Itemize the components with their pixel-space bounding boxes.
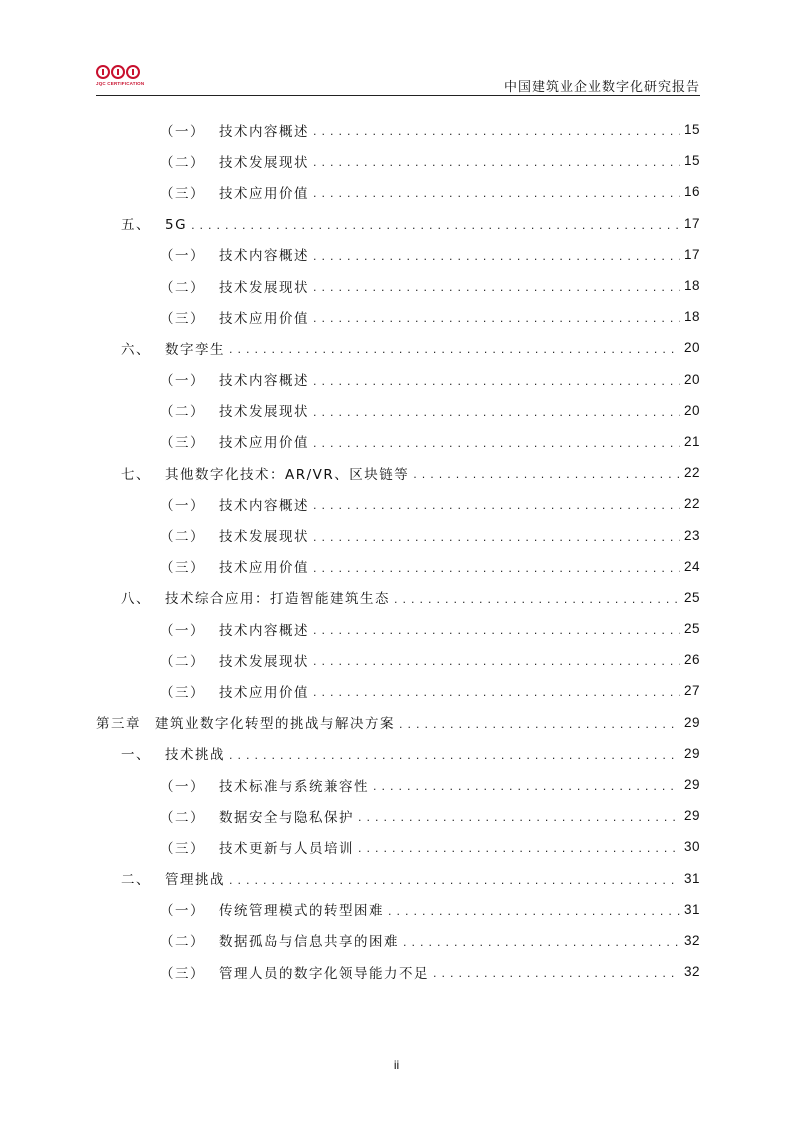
toc-entry-number: （二） (160, 809, 205, 826)
toc-entry-title: 5G (165, 217, 188, 234)
toc-entry-page: 17 (683, 246, 700, 262)
toc-leader-dots (313, 187, 680, 200)
toc-entry[interactable] (96, 239, 700, 270)
toc-entry-title: 技术内容概述 (219, 622, 309, 639)
header-divider (96, 95, 700, 96)
toc-entry-label (121, 587, 390, 607)
toc-entry-page: 26 (683, 652, 700, 668)
toc-entry[interactable] (96, 644, 700, 675)
toc-entry[interactable] (96, 831, 700, 862)
toc-entry-page: 29 (683, 745, 700, 761)
toc-entry-title: 技术内容概述 (219, 373, 309, 390)
toc-entry-number: 第三章 (96, 716, 141, 733)
toc-entry-label (160, 837, 354, 857)
toc-entry-title: 数字孪生 (165, 341, 225, 358)
toc-entry-title: 技术应用价值 (219, 684, 309, 701)
toc-entry[interactable] (96, 800, 700, 831)
toc-entry-title: 技术应用价值 (219, 435, 309, 452)
toc-entry-title: 技术内容概述 (219, 497, 309, 514)
toc-entry-title: 技术发展现状 (219, 404, 309, 421)
toc-entry-page: 32 (683, 964, 700, 980)
toc-entry-label (160, 120, 309, 140)
toc-leader-dots (191, 219, 680, 232)
toc-entry[interactable] (96, 426, 700, 457)
toc-entry[interactable] (96, 208, 700, 239)
toc-entry-title: 技术内容概述 (219, 123, 309, 140)
toc-entry-number: 八、 (121, 591, 151, 608)
toc-entry-page: 29 (683, 714, 700, 730)
toc-entry-number: （三） (160, 684, 205, 701)
toc-entry-label (160, 650, 309, 670)
toc-leader-dots (229, 874, 680, 887)
toc-entry[interactable] (96, 488, 700, 519)
toc-entry-page: 32 (683, 932, 700, 948)
toc-entry-number: 六、 (121, 341, 151, 358)
toc-entry-number: （一） (160, 903, 205, 920)
toc-entry[interactable] (96, 675, 700, 706)
toc-entry-title: 技术应用价值 (219, 185, 309, 202)
table-of-contents (96, 114, 700, 987)
toc-entry[interactable] (96, 894, 700, 925)
toc-entry-page: 24 (683, 558, 700, 574)
toc-leader-dots (313, 686, 680, 699)
toc-entry-number: （一） (160, 497, 205, 514)
toc-leader-dots (373, 780, 680, 793)
toc-leader-dots (403, 936, 680, 949)
toc-entry-label (160, 556, 309, 576)
toc-leader-dots (433, 967, 680, 980)
toc-entry-number: （三） (160, 560, 205, 577)
toc-entry-title: 管理挑战 (165, 872, 225, 889)
toc-leader-dots (313, 406, 680, 419)
company-logo (96, 65, 146, 95)
toc-entry[interactable] (96, 707, 700, 738)
toc-entry[interactable] (96, 956, 700, 987)
toc-entry-title: 数据孤岛与信息共享的困难 (219, 934, 399, 951)
toc-leader-dots (313, 312, 680, 325)
toc-entry-title: 建筑业数字化转型的挑战与解决方案 (155, 716, 395, 733)
toc-entry-title: 其他数字化技术：AR/VR、区块链等 (165, 466, 410, 483)
toc-leader-dots (394, 593, 680, 606)
toc-entry-label (160, 244, 309, 264)
toc-entry-title: 传统管理模式的转型困难 (219, 903, 384, 920)
toc-entry-page: 18 (683, 309, 700, 325)
toc-entry-number: （三） (160, 965, 205, 982)
toc-leader-dots (313, 624, 680, 637)
toc-entry-label (121, 743, 225, 763)
toc-entry-label (160, 806, 354, 826)
toc-entry-page: 29 (683, 777, 700, 793)
toc-leader-dots (229, 749, 680, 762)
toc-entry[interactable] (96, 270, 700, 301)
toc-entry-number: （二） (160, 529, 205, 546)
toc-entry-title: 技术挑战 (165, 747, 225, 764)
toc-entry-label (160, 899, 384, 919)
toc-entry-label (160, 182, 309, 202)
toc-entry-label (160, 276, 309, 296)
toc-entry-number: （二） (160, 653, 205, 670)
toc-entry-label (121, 338, 225, 358)
toc-entry[interactable] (96, 332, 700, 363)
toc-entry-number: 五、 (121, 217, 151, 234)
toc-leader-dots (313, 156, 680, 169)
toc-entry-label (160, 400, 309, 420)
toc-entry-page: 30 (683, 839, 700, 855)
toc-entry-label (160, 151, 309, 171)
toc-entry[interactable] (96, 738, 700, 769)
toc-entry-label (160, 494, 309, 514)
logo-text: JQC CERTIFICATION (96, 81, 145, 86)
toc-entry-number: （二） (160, 404, 205, 421)
toc-entry-number: （二） (160, 154, 205, 171)
toc-leader-dots (358, 811, 680, 824)
toc-entry[interactable] (96, 769, 700, 800)
toc-entry-page: 23 (683, 527, 700, 543)
toc-entry-title: 技术应用价值 (219, 560, 309, 577)
toc-entry[interactable] (96, 395, 700, 426)
toc-entry-title: 技术应用价值 (219, 310, 309, 327)
toc-leader-dots (388, 905, 680, 918)
toc-entry-page: 22 (683, 465, 700, 481)
toc-entry-number: （一） (160, 622, 205, 639)
toc-entry-label (121, 463, 409, 483)
toc-entry-page: 20 (683, 340, 700, 356)
toc-entry-title: 数据安全与隐私保护 (219, 809, 354, 826)
toc-entry-page: 17 (683, 215, 700, 231)
toc-entry-page: 22 (683, 496, 700, 512)
toc-entry-label (160, 930, 399, 950)
page-number: ii (393, 1058, 400, 1072)
toc-entry-page: 25 (683, 589, 700, 605)
toc-entry[interactable] (96, 582, 700, 613)
toc-entry-label (160, 619, 309, 639)
toc-entry-page: 16 (683, 184, 700, 200)
toc-entry-label (160, 525, 309, 545)
toc-leader-dots (229, 343, 680, 356)
toc-entry-number: 二、 (121, 872, 151, 889)
toc-leader-dots (313, 125, 680, 138)
toc-entry[interactable] (96, 364, 700, 395)
toc-entry-page: 15 (683, 122, 700, 138)
toc-entry-label (160, 775, 369, 795)
toc-entry-page: 21 (683, 433, 700, 449)
toc-entry-label (160, 307, 309, 327)
toc-entry-title: 技术标准与系统兼容性 (219, 778, 369, 795)
toc-entry-title: 技术内容概述 (219, 248, 309, 265)
toc-leader-dots (313, 562, 680, 575)
toc-entry[interactable] (96, 519, 700, 550)
toc-entry[interactable] (96, 925, 700, 956)
toc-entry[interactable] (96, 114, 700, 145)
toc-entry[interactable] (96, 613, 700, 644)
toc-entry-label (121, 213, 187, 233)
toc-entry-page: 20 (683, 402, 700, 418)
logo-rings-icon (96, 65, 146, 79)
toc-entry-label (121, 868, 225, 888)
toc-leader-dots (313, 437, 680, 450)
toc-entry-title: 管理人员的数字化领导能力不足 (219, 965, 429, 982)
toc-entry-title: 技术发展现状 (219, 154, 309, 171)
toc-leader-dots (313, 250, 680, 263)
toc-leader-dots (313, 531, 680, 544)
toc-entry-number: （一） (160, 778, 205, 795)
toc-leader-dots (413, 468, 680, 481)
toc-entry-number: （一） (160, 248, 205, 265)
toc-entry-number: （一） (160, 373, 205, 390)
toc-entry-page: 27 (683, 683, 700, 699)
toc-entry-number: （三） (160, 310, 205, 327)
toc-entry-number: （三） (160, 185, 205, 202)
toc-leader-dots (399, 718, 680, 731)
toc-leader-dots (358, 842, 680, 855)
toc-entry-number: （三） (160, 840, 205, 857)
toc-leader-dots (313, 375, 680, 388)
toc-entry-title: 技术发展现状 (219, 279, 309, 296)
toc-entry-title: 技术更新与人员培训 (219, 840, 354, 857)
toc-entry-page: 18 (683, 278, 700, 294)
toc-entry-label (160, 431, 309, 451)
toc-entry-number: （二） (160, 934, 205, 951)
toc-entry-label (96, 712, 395, 732)
header-title: 中国建筑业企业数字化研究报告 (503, 80, 700, 95)
toc-entry-number: （二） (160, 279, 205, 296)
toc-entry-title: 技术发展现状 (219, 529, 309, 546)
toc-entry[interactable] (96, 457, 700, 488)
toc-entry[interactable] (96, 301, 700, 332)
toc-entry-number: 七、 (121, 466, 151, 483)
toc-entry-number: （一） (160, 123, 205, 140)
toc-leader-dots (313, 281, 680, 294)
toc-entry-page: 31 (683, 870, 700, 886)
toc-entry[interactable] (96, 863, 700, 894)
toc-entry-title: 技术综合应用：打造智能建筑生态 (165, 591, 390, 608)
toc-entry-page: 25 (683, 621, 700, 637)
toc-entry[interactable] (96, 551, 700, 582)
toc-leader-dots (313, 499, 680, 512)
toc-entry[interactable] (96, 176, 700, 207)
toc-entry-number: 一、 (121, 747, 151, 764)
toc-entry-label (160, 962, 429, 982)
toc-entry-number: （三） (160, 435, 205, 452)
toc-entry-page: 29 (683, 808, 700, 824)
toc-entry-page: 15 (683, 153, 700, 169)
page-header (96, 62, 700, 96)
toc-entry[interactable] (96, 145, 700, 176)
toc-entry-page: 31 (683, 901, 700, 917)
toc-entry-page: 20 (683, 371, 700, 387)
toc-entry-title: 技术发展现状 (219, 653, 309, 670)
toc-entry-label (160, 369, 309, 389)
toc-leader-dots (313, 655, 680, 668)
toc-entry-label (160, 681, 309, 701)
